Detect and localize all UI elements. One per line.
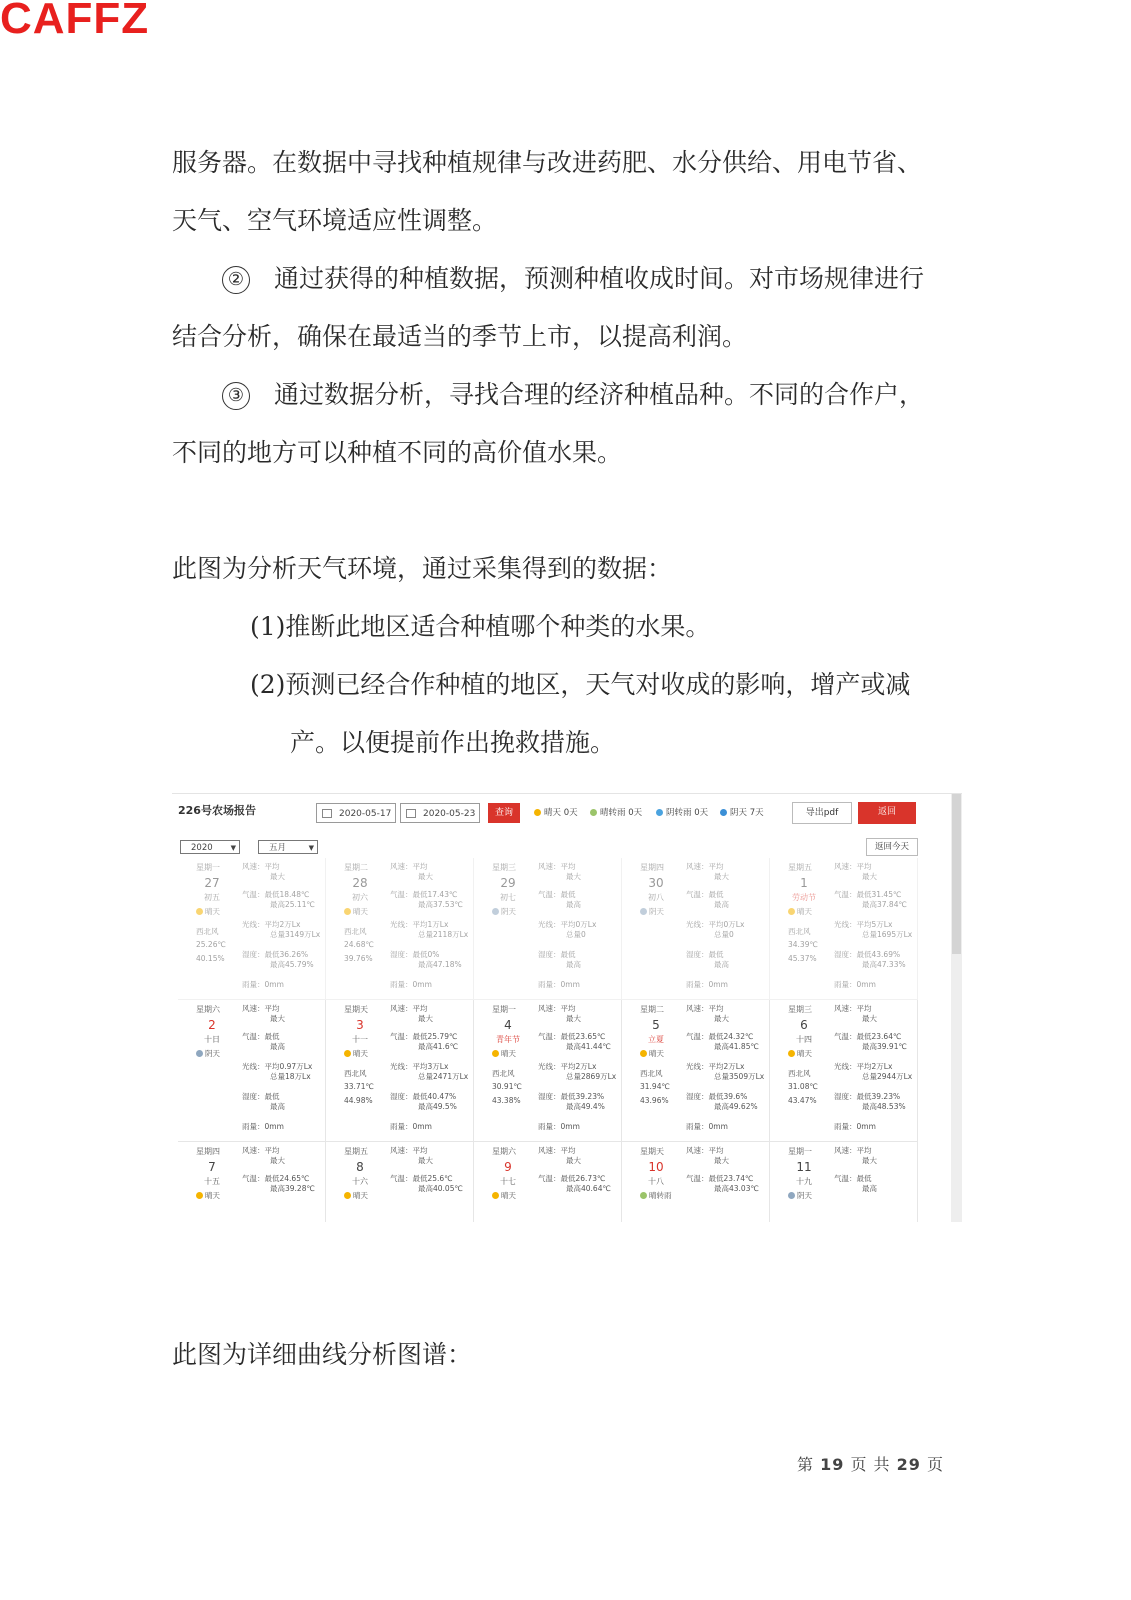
current-temp: 24.68℃ bbox=[344, 940, 374, 949]
rainfall: 雨量：0mm bbox=[686, 1122, 728, 1131]
humidity-range: 湿度：最低39.23% 最高49.4% bbox=[538, 1092, 605, 1111]
weather-status: 晴天 bbox=[196, 906, 220, 917]
temperature-range: 气温：最低24.32℃ 最高41.85℃ bbox=[686, 1032, 759, 1051]
humidity-range: 湿度：最低43.69% 最高47.33% bbox=[834, 950, 906, 969]
current-humidity: 43.38% bbox=[492, 1096, 521, 1105]
lunar-date: 初五 bbox=[204, 893, 220, 902]
light-readings: 光线：平均2万Lx 总量2944万Lx bbox=[834, 1062, 913, 1081]
day-number: 4 bbox=[504, 1018, 512, 1032]
wind-speed: 风速：平均 最大 bbox=[538, 862, 581, 881]
current-humidity: 39.76% bbox=[344, 954, 373, 963]
weather-status: 晴转雨 bbox=[640, 1190, 672, 1201]
wind-direction: 西北风 bbox=[640, 1069, 663, 1078]
temperature-range: 气温：最低25.6℃ 最高40.05℃ bbox=[390, 1174, 463, 1193]
legend-cloudy: 阴天 7天 bbox=[720, 806, 764, 818]
temperature-range: 气温：最低31.45℃ 最高37.84℃ bbox=[834, 890, 907, 909]
temperature-range: 气温：最低26.73℃ 最高40.64℃ bbox=[538, 1174, 611, 1193]
current-humidity: 40.15% bbox=[196, 954, 225, 963]
day-number: 7 bbox=[208, 1160, 216, 1174]
legend-sun-to-rain: 晴转雨 0天 bbox=[590, 806, 642, 818]
sub-item-2-cont: 产。以便提前作出挽救措施。 bbox=[290, 728, 616, 757]
day-number: 27 bbox=[204, 876, 220, 890]
calendar-icon bbox=[406, 809, 416, 818]
humidity-range: 湿度：最低40.47% 最高49.5% bbox=[390, 1092, 457, 1111]
day-number: 3 bbox=[356, 1018, 364, 1032]
wind-direction: 西北风 bbox=[344, 1069, 367, 1078]
weather-status: 晴天 bbox=[788, 906, 812, 917]
page-number: 19 bbox=[820, 1455, 845, 1474]
lunar-date: 十五 bbox=[204, 1177, 220, 1186]
weather-status: 晴天 bbox=[492, 1190, 516, 1201]
lunar-date: 立夏 bbox=[648, 1035, 664, 1044]
rainfall: 雨量：0mm bbox=[242, 1122, 284, 1131]
wind-speed: 风速：平均 最大 bbox=[242, 1146, 285, 1165]
report-title: 226号农场报告 bbox=[178, 804, 256, 817]
weather-icon bbox=[492, 1192, 499, 1199]
weekday-label: 星期三 bbox=[788, 1005, 812, 1014]
query-button[interactable]: 查询 bbox=[488, 803, 520, 823]
lunar-date: 青年节 bbox=[496, 1035, 520, 1044]
weather-status: 阴天 bbox=[492, 906, 516, 917]
calendar-week-row bbox=[178, 1000, 918, 1142]
scrollbar-thumb[interactable] bbox=[952, 794, 961, 954]
current-temp: 30.91℃ bbox=[492, 1082, 522, 1091]
list-item-text: 通过数据分析，寻找合理的经济种植品种。不同的合作户， bbox=[274, 380, 925, 409]
day-number: 6 bbox=[800, 1018, 808, 1032]
calendar-day-cell[interactable] bbox=[326, 858, 474, 999]
cloud-rain-icon bbox=[656, 809, 663, 816]
humidity-range: 湿度：最低36.26% 最高45.79% bbox=[242, 950, 314, 969]
weekday-label: 星期五 bbox=[344, 1147, 368, 1156]
weather-icon bbox=[640, 1192, 647, 1199]
weekday-label: 星期二 bbox=[344, 863, 368, 872]
weekday-label: 星期六 bbox=[492, 1147, 516, 1156]
rainfall: 雨量：0mm bbox=[686, 980, 728, 989]
weather-status: 晴天 bbox=[344, 1190, 368, 1201]
light-readings: 光线：平均0.97万Lx 总量18万Lx bbox=[242, 1062, 313, 1081]
weekday-label: 星期四 bbox=[640, 863, 664, 872]
day-number: 30 bbox=[648, 876, 664, 890]
paragraph-line: 结合分析，确保在最适当的季节上市，以提高利润。 bbox=[172, 322, 748, 351]
weekday-label: 星期一 bbox=[492, 1005, 516, 1014]
lunar-date: 劳动节 bbox=[792, 893, 816, 902]
rainfall: 雨量：0mm bbox=[390, 1122, 432, 1131]
day-number: 10 bbox=[648, 1160, 664, 1174]
rainfall: 雨量：0mm bbox=[538, 980, 580, 989]
lunar-date: 十六 bbox=[352, 1177, 368, 1186]
light-readings: 光线：平均2万Lx 总量3509万Lx bbox=[686, 1062, 765, 1081]
wind-speed: 风速：平均 最大 bbox=[242, 1004, 285, 1023]
light-readings: 光线：平均2万Lx 总量2869万Lx bbox=[538, 1062, 617, 1081]
back-to-today-button[interactable]: 返回今天 bbox=[866, 838, 918, 856]
weekday-label: 星期天 bbox=[640, 1147, 664, 1156]
weather-icon bbox=[196, 908, 203, 915]
temperature-range: 气温：最低18.48℃ 最高25.11℃ bbox=[242, 890, 315, 909]
weather-icon bbox=[492, 1050, 499, 1057]
lunar-date: 十九 bbox=[796, 1177, 812, 1186]
wind-speed: 风速：平均 最大 bbox=[834, 1004, 877, 1023]
calendar-day-cell[interactable] bbox=[178, 1000, 326, 1141]
calendar-day-cell[interactable] bbox=[474, 858, 622, 999]
weather-icon bbox=[492, 908, 499, 915]
wind-direction: 西北风 bbox=[344, 927, 367, 936]
humidity-range: 湿度：最低 最高 bbox=[538, 950, 581, 969]
light-readings: 光线：平均0万Lx 总量0 bbox=[686, 920, 745, 939]
weekday-label: 星期二 bbox=[640, 1005, 664, 1014]
wind-direction: 西北风 bbox=[196, 927, 219, 936]
circled-number: ③ bbox=[222, 382, 250, 410]
end-date-input[interactable]: 2020-05-23 bbox=[400, 803, 480, 823]
back-button[interactable]: 返回 bbox=[858, 802, 916, 824]
current-temp: 34.39℃ bbox=[788, 940, 818, 949]
temperature-range: 气温：最低23.65℃ 最高41.44℃ bbox=[538, 1032, 611, 1051]
temperature-range: 气温：最低 最高 bbox=[686, 890, 729, 909]
wind-speed: 风速：平均 最大 bbox=[538, 1004, 581, 1023]
weekday-label: 星期一 bbox=[196, 863, 220, 872]
calendar-day-cell[interactable] bbox=[178, 858, 326, 999]
day-number: 29 bbox=[500, 876, 516, 890]
weather-icon bbox=[788, 908, 795, 915]
page-footer: 第 19 页 共 29 页 bbox=[797, 1455, 945, 1474]
legend-sunny: 晴天 0天 bbox=[534, 806, 578, 818]
current-humidity: 43.96% bbox=[640, 1096, 669, 1105]
temperature-range: 气温：最低 最高 bbox=[242, 1032, 285, 1051]
list-item-3 bbox=[222, 366, 924, 424]
humidity-range: 湿度：最低39.6% 最高49.62% bbox=[686, 1092, 758, 1111]
wind-direction: 西北风 bbox=[788, 927, 811, 936]
calendar-day-cell[interactable] bbox=[178, 1142, 326, 1222]
weather-icon bbox=[196, 1192, 203, 1199]
paragraph-line: 服务器。在数据中寻找种植规律与改进药肥、水分供给、用电节省、 bbox=[172, 148, 923, 177]
calendar-day-cell[interactable] bbox=[474, 1142, 622, 1222]
wind-speed: 风速：平均 最大 bbox=[686, 1004, 729, 1023]
weather-icon bbox=[344, 908, 351, 915]
export-pdf-button[interactable]: 导出pdf bbox=[792, 802, 852, 824]
weather-status: 晴天 bbox=[196, 1190, 220, 1201]
light-readings: 光线：平均2万Lx 总量3149万Lx bbox=[242, 920, 321, 939]
humidity-range: 湿度：最低 最高 bbox=[242, 1092, 285, 1111]
temperature-range: 气温：最低23.74℃ 最高43.03℃ bbox=[686, 1174, 759, 1193]
weekday-label: 星期五 bbox=[788, 863, 812, 872]
temperature-range: 气温：最低23.64℃ 最高39.91℃ bbox=[834, 1032, 907, 1051]
calendar-day-cell[interactable] bbox=[474, 1000, 622, 1141]
circled-number: ② bbox=[222, 266, 250, 294]
paragraph-line: 不同的地方可以种植不同的高价值水果。 bbox=[172, 438, 623, 467]
day-number: 5 bbox=[652, 1018, 660, 1032]
weather-icon bbox=[640, 1050, 647, 1057]
rainfall: 雨量：0mm bbox=[242, 980, 284, 989]
weather-icon bbox=[640, 908, 647, 915]
calendar-day-cell[interactable] bbox=[770, 1142, 918, 1222]
calendar-day-cell[interactable] bbox=[326, 1142, 474, 1222]
caffz-watermark: CAFFZ bbox=[0, 0, 150, 43]
day-number: 9 bbox=[504, 1160, 512, 1174]
weekday-label: 星期一 bbox=[788, 1147, 812, 1156]
day-number: 2 bbox=[208, 1018, 216, 1032]
curve-caption: 此图为详细曲线分析图谱： bbox=[172, 1340, 473, 1369]
day-number: 28 bbox=[352, 876, 368, 890]
calendar-day-cell[interactable] bbox=[770, 858, 918, 999]
chevron-down-icon: ▼ bbox=[230, 844, 236, 852]
humidity-range: 湿度：最低39.23% 最高48.53% bbox=[834, 1092, 906, 1111]
weekday-label: 星期天 bbox=[344, 1005, 368, 1014]
lunar-date: 十四 bbox=[796, 1035, 812, 1044]
lunar-date: 十一 bbox=[352, 1035, 368, 1044]
light-readings: 光线：平均3万Lx 总量2471万Lx bbox=[390, 1062, 469, 1081]
current-temp: 33.71℃ bbox=[344, 1082, 374, 1091]
wind-speed: 风速：平均 最大 bbox=[242, 862, 285, 881]
list-item-2 bbox=[222, 250, 924, 308]
report-toolbar bbox=[172, 794, 962, 836]
rainfall: 雨量：0mm bbox=[390, 980, 432, 989]
calendar-day-cell[interactable] bbox=[770, 1000, 918, 1141]
current-humidity: 45.37% bbox=[788, 954, 817, 963]
calendar-day-cell[interactable] bbox=[622, 1142, 770, 1222]
farm-report-screenshot bbox=[172, 793, 962, 1222]
year-select[interactable]: 2020 ▼ bbox=[180, 840, 240, 854]
temperature-range: 气温：最低24.65℃ 最高39.28℃ bbox=[242, 1174, 315, 1193]
wind-direction: 西北风 bbox=[492, 1069, 515, 1078]
paragraph-line: 天气、空气环境适应性调整。 bbox=[172, 206, 498, 235]
calendar-week-row bbox=[178, 858, 918, 1000]
lunar-date: 初七 bbox=[500, 893, 516, 902]
sun-rain-icon bbox=[590, 809, 597, 816]
calendar-day-cell[interactable] bbox=[326, 1000, 474, 1141]
sub-item-1: (1)推断此地区适合种植哪个种类的水果。 bbox=[250, 612, 711, 641]
weather-status: 阴天 bbox=[196, 1048, 220, 1059]
weather-status: 晴天 bbox=[344, 906, 368, 917]
lunar-date: 十日 bbox=[204, 1035, 220, 1044]
humidity-range: 湿度：最低 最高 bbox=[686, 950, 729, 969]
wind-speed: 风速：平均 最大 bbox=[834, 862, 877, 881]
day-number: 11 bbox=[796, 1160, 812, 1174]
rainfall: 雨量：0mm bbox=[834, 1122, 876, 1131]
weekday-label: 星期三 bbox=[492, 863, 516, 872]
wind-direction: 西北风 bbox=[788, 1069, 811, 1078]
weather-status: 晴天 bbox=[788, 1048, 812, 1059]
weather-status: 晴天 bbox=[344, 1048, 368, 1059]
wind-speed: 风速：平均 最大 bbox=[390, 1004, 433, 1023]
rainfall: 雨量：0mm bbox=[834, 980, 876, 989]
page-total: 29 bbox=[896, 1455, 921, 1474]
calendar-day-cell[interactable] bbox=[622, 858, 770, 999]
weather-icon bbox=[788, 1050, 795, 1057]
sun-icon bbox=[534, 809, 541, 816]
light-readings: 光线：平均0万Lx 总量0 bbox=[538, 920, 597, 939]
weekday-label: 星期六 bbox=[196, 1005, 220, 1014]
wind-speed: 风速：平均 最大 bbox=[390, 862, 433, 881]
current-temp: 31.94℃ bbox=[640, 1082, 670, 1091]
lunar-date: 初六 bbox=[352, 893, 368, 902]
start-date-input[interactable]: 2020-05-17 bbox=[316, 803, 396, 823]
current-temp: 31.08℃ bbox=[788, 1082, 818, 1091]
weather-icon bbox=[344, 1192, 351, 1199]
calendar-icon bbox=[322, 809, 332, 818]
wind-speed: 风速：平均 最大 bbox=[686, 1146, 729, 1165]
wind-speed: 风速：平均 最大 bbox=[834, 1146, 877, 1165]
temperature-range: 气温：最低 最高 bbox=[834, 1174, 877, 1193]
chevron-down-icon: ▼ bbox=[308, 844, 314, 852]
weather-status: 阴天 bbox=[788, 1190, 812, 1201]
rainfall: 雨量：0mm bbox=[538, 1122, 580, 1131]
weather-status: 晴天 bbox=[640, 1048, 664, 1059]
humidity-range: 湿度：最低0% 最高47.18% bbox=[390, 950, 462, 969]
weather-status: 阴天 bbox=[640, 906, 664, 917]
current-humidity: 43.47% bbox=[788, 1096, 817, 1105]
temperature-range: 气温：最低17.43℃ 最高37.53℃ bbox=[390, 890, 463, 909]
weather-icon bbox=[196, 1050, 203, 1057]
weekday-label: 星期四 bbox=[196, 1147, 220, 1156]
legend-cloud-to-rain: 阴转雨 0天 bbox=[656, 806, 708, 818]
day-number: 8 bbox=[356, 1160, 364, 1174]
wind-speed: 风速：平均 最大 bbox=[538, 1146, 581, 1165]
lunar-date: 十七 bbox=[500, 1177, 516, 1186]
day-number: 1 bbox=[800, 876, 808, 890]
scrollbar[interactable] bbox=[951, 794, 962, 1222]
weather-icon bbox=[788, 1192, 795, 1199]
weather-icon bbox=[344, 1050, 351, 1057]
sub-item-2: (2)预测已经合作种植的地区，天气对收成的影响，增产或减 bbox=[250, 670, 911, 699]
figure-intro: 此图为分析天气环境，通过采集得到的数据： bbox=[172, 554, 673, 583]
light-readings: 光线：平均1万Lx 总量2118万Lx bbox=[390, 920, 469, 939]
light-readings: 光线：平均5万Lx 总量1695万Lx bbox=[834, 920, 913, 939]
cloud-icon bbox=[720, 809, 727, 816]
current-humidity: 44.98% bbox=[344, 1096, 373, 1105]
wind-speed: 风速：平均 最大 bbox=[390, 1146, 433, 1165]
list-item-text: 通过获得的种植数据，预测种植收成时间。对市场规律进行 bbox=[274, 264, 925, 293]
calendar-week-row bbox=[178, 1142, 918, 1222]
calendar-day-cell[interactable] bbox=[622, 1000, 770, 1141]
weather-status: 晴天 bbox=[492, 1048, 516, 1059]
current-temp: 25.26℃ bbox=[196, 940, 226, 949]
wind-speed: 风速：平均 最大 bbox=[686, 862, 729, 881]
lunar-date: 十八 bbox=[648, 1177, 664, 1186]
month-select[interactable]: 五月 ▼ bbox=[258, 840, 318, 854]
lunar-date: 初八 bbox=[648, 893, 664, 902]
temperature-range: 气温：最低 最高 bbox=[538, 890, 581, 909]
temperature-range: 气温：最低25.79℃ 最高41.6℃ bbox=[390, 1032, 459, 1051]
